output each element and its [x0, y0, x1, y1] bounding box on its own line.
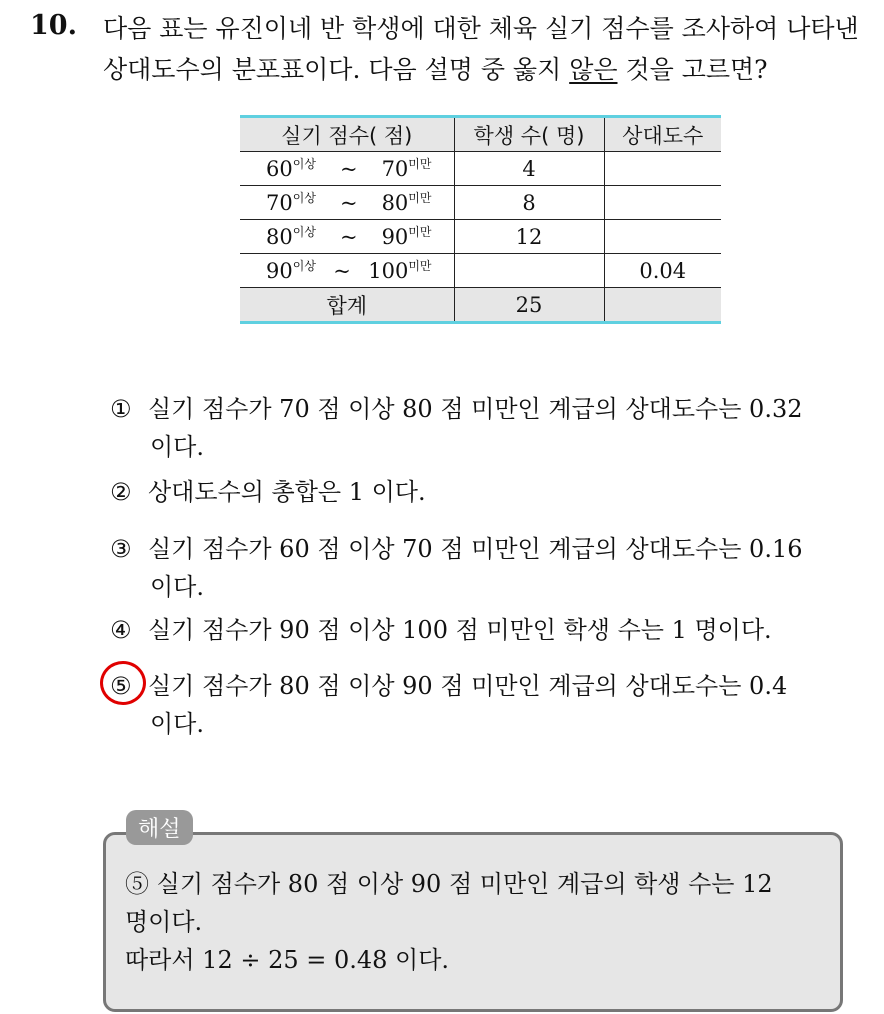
choice-text: 상대도수의 총합은 1 이다.	[148, 478, 426, 506]
explanation-tab: 해설	[126, 810, 193, 845]
explanation-line-2: 명이다.	[125, 908, 203, 936]
question-number: 10.	[30, 10, 77, 41]
choice-number: ⑤	[110, 672, 132, 700]
header-relative-frequency: 상대도수	[604, 117, 721, 152]
choice-number: ③	[110, 535, 132, 563]
choice-2[interactable]	[110, 473, 850, 511]
student-count: 8	[454, 186, 604, 220]
total-count: 25	[454, 288, 604, 323]
choice-3[interactable]	[110, 530, 850, 606]
relative-frequency	[604, 152, 721, 186]
score-range: $70^{이상}$ ~ $80^{미만}$	[240, 186, 454, 220]
score-range: $60^{이상}$ ~ $70^{미만}$	[240, 152, 454, 186]
answer-circle-mark	[100, 661, 146, 705]
choice-5[interactable]	[110, 667, 850, 743]
question-line-2-after: 것을 고르면?	[617, 55, 768, 84]
total-label: 합계	[240, 288, 454, 323]
question-line-2-before: 상대도수의 분포표이다. 다음 설명 중 옳지	[103, 55, 570, 84]
table-row	[240, 254, 721, 288]
explanation-line-1: ⑤ 실기 점수가 80 점 이상 90 점 미만인 계급의 학생 수는 12	[125, 870, 773, 898]
choice-text: 실기 점수가 70 점 이상 80 점 미만인 계급의 상대도수는 0.32	[148, 395, 803, 423]
relative-frequency-table	[240, 115, 721, 324]
choice-1[interactable]	[110, 390, 850, 466]
choice-text: 실기 점수가 60 점 이상 70 점 미만인 계급의 상대도수는 0.16	[148, 535, 803, 563]
explanation-text	[125, 865, 825, 979]
question-text	[103, 8, 873, 90]
question-line-1: 다음 표는 유진이네 반 학생에 대한 체육 실기 점수를 조사하여 나타낸	[103, 14, 859, 43]
table-row	[240, 186, 721, 220]
choice-4[interactable]	[110, 611, 850, 649]
explanation-line-3: 따라서 12 ÷ 25 = 0.48 이다.	[125, 946, 450, 974]
choice-text: 실기 점수가 90 점 이상 100 점 미만인 학생 수는 1 명이다.	[148, 616, 772, 644]
choice-number: ②	[110, 478, 132, 506]
table-header-row	[240, 117, 721, 152]
score-range: $80^{이상}$ ~ $90^{미만}$	[240, 220, 454, 254]
relative-frequency	[604, 186, 721, 220]
total-relative-frequency	[604, 288, 721, 323]
relative-frequency	[604, 220, 721, 254]
table-total-row	[240, 288, 721, 323]
table-row	[240, 152, 721, 186]
table-row	[240, 220, 721, 254]
choice-text-cont: 이다.	[150, 573, 204, 601]
relative-frequency: 0.04	[604, 254, 721, 288]
student-count	[454, 254, 604, 288]
question-emphasis: 않은	[569, 55, 618, 84]
score-range: $90^{이상}$ ~ $100^{미만}$	[240, 254, 454, 288]
header-count: 학생 수( 명)	[454, 117, 604, 152]
student-count: 4	[454, 152, 604, 186]
choice-text: 실기 점수가 80 점 이상 90 점 미만인 계급의 상대도수는 0.4	[148, 672, 788, 700]
choice-text-cont: 이다.	[150, 710, 204, 738]
header-score: 실기 점수( 점)	[240, 117, 454, 152]
choice-number: ④	[110, 616, 132, 644]
student-count: 12	[454, 220, 604, 254]
choice-text-cont: 이다.	[150, 433, 204, 461]
choice-number: ①	[110, 395, 132, 423]
question-line-2	[103, 49, 873, 90]
